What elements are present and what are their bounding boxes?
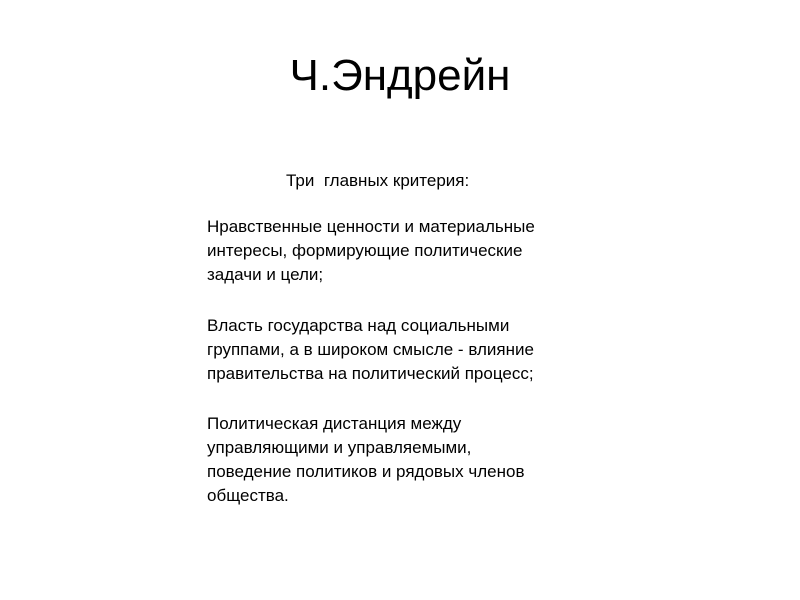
paragraph-line: Политическая дистанция между [207,414,462,433]
criterion-paragraph-2 [207,314,627,386]
paragraph-line: общества. [207,486,289,505]
paragraph-line: Нравственные ценности и материальные [207,217,535,236]
paragraph-line: управляющими и управляемыми, [207,438,472,457]
criteria-heading: Три главных критерия: [286,171,470,190]
paragraph-line: задачи и цели; [207,265,324,284]
paragraph-line: Власть государства над социальными [207,316,510,335]
criterion-paragraph-3 [207,412,627,508]
paragraph-line: поведение политиков и рядовых членов [207,462,525,481]
criterion-paragraph-1 [207,215,627,287]
paragraph-line: правительства на политический процесс; [207,364,534,383]
paragraph-line: группами, а в широком смысле - влияние [207,340,534,359]
slide-title: Ч.Эндрейн [289,51,511,100]
paragraph-line: интересы, формирующие политические [207,241,523,260]
